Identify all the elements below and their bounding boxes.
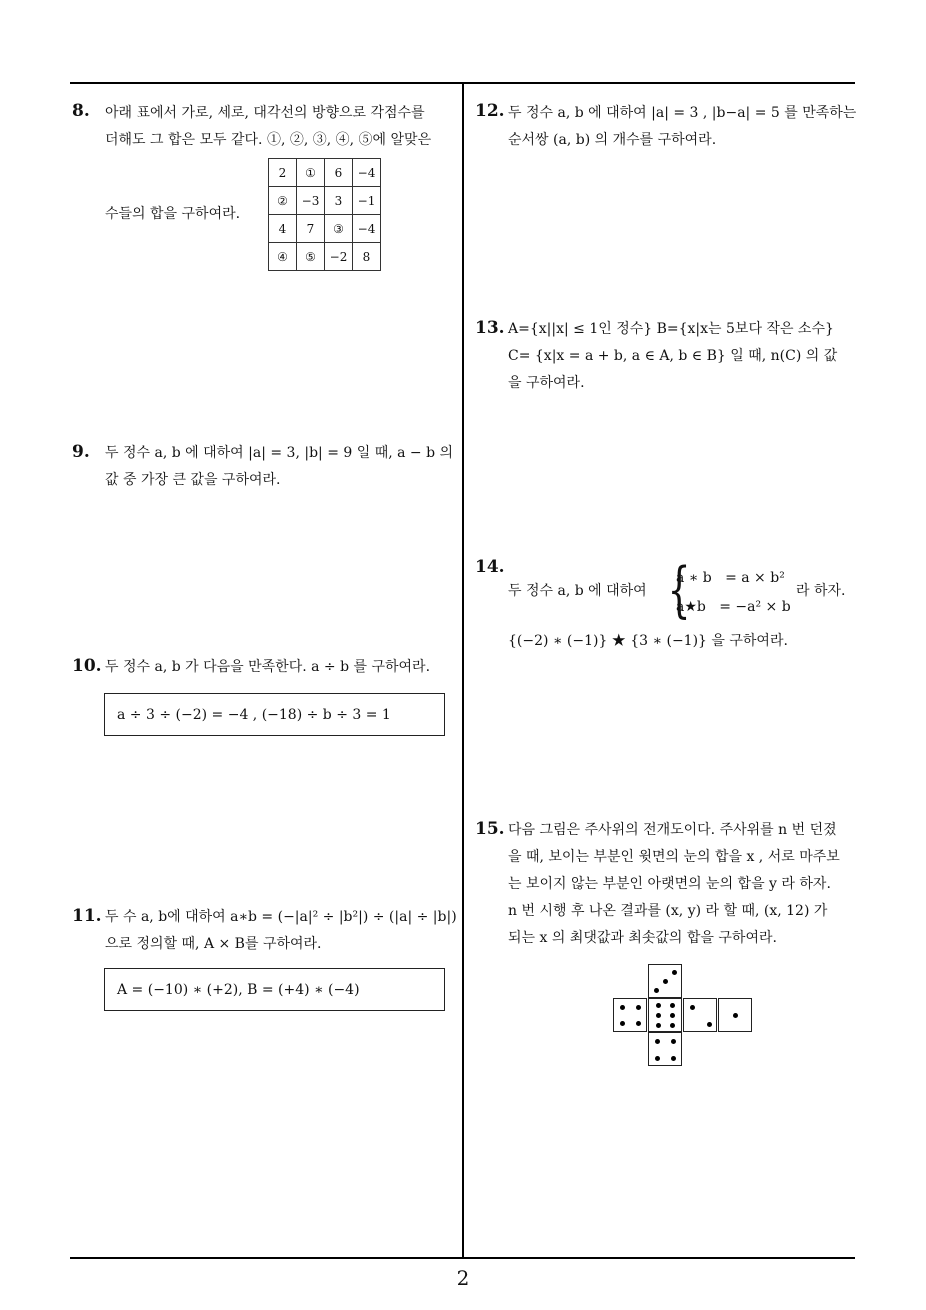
die-pip <box>636 1021 641 1026</box>
dice-face-center <box>648 998 682 1032</box>
problem-12-text <box>508 100 856 154</box>
table-cell: ④ <box>269 243 297 271</box>
die-pip <box>656 1003 661 1008</box>
die-pip <box>670 1013 675 1018</box>
problem-14-def1: a ∗ b = a × b² <box>676 570 785 586</box>
dice-face-top <box>648 964 682 998</box>
problem-8-number: 8. <box>72 101 90 121</box>
die-pip <box>733 1013 738 1018</box>
problem-9-number: 9. <box>72 442 90 462</box>
table-row <box>269 243 381 271</box>
die-pip <box>672 970 677 975</box>
problem-13-line1: A={x||x| ≤ 1인 정수} B={x|x는 5보다 작은 소수} <box>508 321 834 337</box>
die-pip <box>670 1003 675 1008</box>
problem-14-def2: a★b = −a² × b <box>676 599 791 615</box>
table-cell: −4 <box>353 159 381 187</box>
problem-13-number: 13. <box>475 318 505 338</box>
die-pip <box>707 1022 712 1027</box>
die-pip <box>654 988 659 993</box>
problem-15-line1: 다음 그림은 주사위의 전개도이다. 주사위를 n 번 던졌 <box>508 822 837 838</box>
die-pip <box>655 1039 660 1044</box>
table-cell: 7 <box>297 215 325 243</box>
problem-8-text <box>105 100 431 154</box>
problem-10-number: 10. <box>72 656 102 676</box>
table-cell: 6 <box>325 159 353 187</box>
dice-face-left <box>613 998 647 1032</box>
die-pip <box>656 1013 661 1018</box>
table-cell: 4 <box>269 215 297 243</box>
problem-8-line1: 아래 표에서 가로, 세로, 대각선의 방향으로 각점수를 <box>105 105 425 121</box>
table-cell: ③ <box>325 215 353 243</box>
problem-15-text <box>508 817 840 952</box>
problem-14-number: 14. <box>475 557 505 577</box>
problem-11-line2: 으로 정의할 때, A × B를 구하여라. <box>105 936 322 952</box>
table-cell: −2 <box>325 243 353 271</box>
problem-11-text <box>105 904 457 958</box>
table-cell: −4 <box>353 215 381 243</box>
dice-face-right1 <box>683 998 717 1032</box>
die-pip <box>636 1005 641 1010</box>
table-cell: 2 <box>269 159 297 187</box>
die-pip <box>655 1056 660 1061</box>
die-pip <box>620 1005 625 1010</box>
die-pip <box>670 1023 675 1028</box>
problem-14-intro: 두 정수 a, b 에 대하여 <box>508 583 647 599</box>
table-row <box>269 187 381 215</box>
table-cell: −3 <box>297 187 325 215</box>
magic-square-table <box>268 158 381 271</box>
table-cell: ⑤ <box>297 243 325 271</box>
problem-14-line2: {(−2) ∗ (−1)} ★ {3 ∗ (−1)} 을 구하여라. <box>508 633 788 649</box>
table-cell: 3 <box>325 187 353 215</box>
die-pip <box>663 979 668 984</box>
page-number: 2 <box>456 1266 470 1290</box>
die-pip <box>690 1005 695 1010</box>
problem-15-line4: n 번 시행 후 나온 결과를 (x, y) 라 할 때, (x, 12) 가 <box>508 903 828 919</box>
problem-10-condition-box: a ÷ 3 ÷ (−2) = −4 , (−18) ÷ b ÷ 3 = 1 <box>104 693 445 736</box>
left-brace: { <box>667 555 691 625</box>
table-cell: −1 <box>353 187 381 215</box>
problem-9-text <box>105 440 453 494</box>
die-pip <box>671 1056 676 1061</box>
problem-15-line3: 는 보이지 않는 부분인 아랫면의 눈의 합을 y 라 하자. <box>508 876 831 892</box>
column-divider <box>462 82 464 1259</box>
problem-11-number: 11. <box>72 906 102 926</box>
problem-15-line2: 을 때, 보이는 부분인 윗면의 눈의 합을 x , 서로 마주보 <box>508 849 840 865</box>
problem-12-line2: 순서쌍 (a, b) 의 개수를 구하여라. <box>508 132 717 148</box>
problem-8-line2: 더해도 그 합은 모두 같다. ①, ②, ③, ④, ⑤에 알맞은 <box>105 132 432 148</box>
problem-13-text <box>508 316 837 397</box>
problem-12-line1: 두 정수 a, b 에 대하여 |a| = 3 , |b−a| = 5 를 만족하는 <box>508 105 857 121</box>
problem-14-tail: 라 하자. <box>796 583 846 599</box>
problem-15-number: 15. <box>475 819 505 839</box>
table-cell: ② <box>269 187 297 215</box>
dice-face-bottom <box>648 1032 682 1066</box>
dice-face-right2 <box>718 998 752 1032</box>
problem-15-line5: 되는 x 의 최댓값과 최솟값의 합을 구하여라. <box>508 930 777 946</box>
problem-9-line1: 두 정수 a, b 에 대하여 |a| = 3, |b| = 9 일 때, a − b 의 <box>105 445 454 461</box>
problem-10-line1: 두 정수 a, b 가 다음을 만족한다. a ÷ b 를 구하여라. <box>105 659 431 675</box>
die-pip <box>620 1021 625 1026</box>
problem-13-line2: C= {x|x = a + b, a ∈ A, b ∈ B} 일 때, n(C) 의 값 <box>508 348 838 364</box>
die-pip <box>671 1039 676 1044</box>
table-row <box>269 215 381 243</box>
die-pip <box>656 1023 661 1028</box>
table-cell: ① <box>297 159 325 187</box>
table-row <box>269 159 381 187</box>
problem-11-line1: 두 수 a, b에 대하여 a∗b = (−|a|² ÷ |b²|) ÷ (|a| ÷ |b|) <box>105 909 457 925</box>
table-cell: 8 <box>353 243 381 271</box>
problem-8-line3: 수들의 합을 구하여라. <box>105 206 241 222</box>
problem-9-line2: 값 중 가장 큰 값을 구하여라. <box>105 472 281 488</box>
problem-13-line3: 을 구하여라. <box>508 375 585 391</box>
problem-12-number: 12. <box>475 101 505 121</box>
problem-11-condition-box: A = (−10) ∗ (+2), B = (+4) ∗ (−4) <box>104 968 445 1011</box>
